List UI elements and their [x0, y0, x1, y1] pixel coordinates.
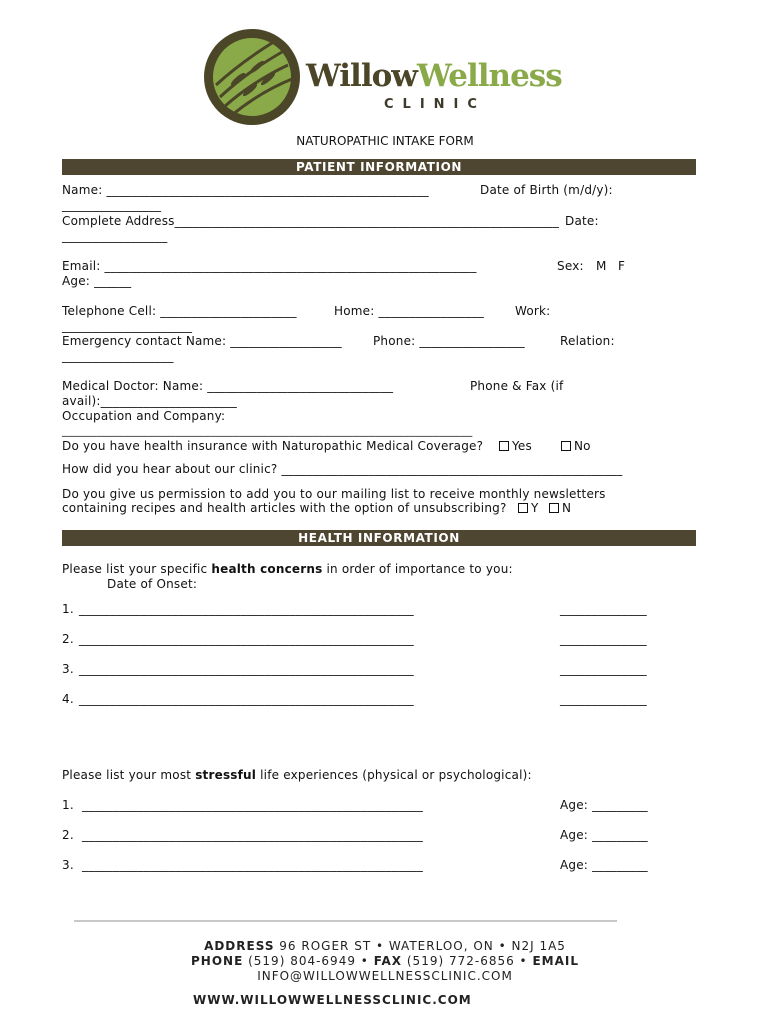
stress-age-field[interactable]: Age: _________ [560, 858, 648, 872]
willow-leaf-icon [202, 27, 302, 127]
occupation-field[interactable]: ________________________________________________________________________ [62, 424, 473, 437]
phone-fax-field[interactable]: avail):______________________ [62, 394, 238, 408]
concern-field[interactable]: ______________________________________________________ [79, 692, 414, 706]
onset-date-field[interactable]: ______________ [560, 602, 647, 616]
stress-age-field[interactable]: Age: _________ [560, 828, 648, 842]
phone-fax-label: Phone & Fax (if [470, 379, 564, 393]
name-field[interactable]: Name: ____________________________________________________ [62, 183, 429, 197]
relation-label: Relation: [560, 334, 615, 348]
onset-date-field[interactable]: ______________ [560, 632, 647, 646]
address-field[interactable]: Complete Address______________________________________________________________ [62, 214, 560, 228]
insurance-yes-option[interactable]: Yes [499, 439, 532, 453]
emergency-phone-field[interactable]: Phone: _________________ [373, 334, 525, 348]
footer-divider [74, 920, 617, 922]
stress-field[interactable]: _______________________________________________________ [82, 828, 423, 842]
relation-field[interactable]: __________________ [62, 349, 174, 363]
mailing-no-option[interactable]: N [549, 501, 571, 515]
work-label: Work: [515, 304, 551, 318]
emergency-contact-field[interactable]: Emergency contact Name: __________________ [62, 334, 342, 348]
health-info-header: HEALTH INFORMATION [62, 530, 696, 546]
referral-field[interactable]: How did you hear about our clinic? _______________________________________________________ [62, 462, 623, 476]
telephone-cell-field[interactable]: Telephone Cell: ______________________ [62, 304, 297, 318]
checkbox-icon[interactable] [549, 503, 559, 513]
brand-clinic: CLINIC [384, 97, 486, 112]
checkbox-icon[interactable] [561, 441, 571, 451]
form-title: NATUROPATHIC INTAKE FORM [296, 134, 474, 148]
sex-label: Sex: [557, 259, 584, 273]
footer-website[interactable]: WWW.WILLOWWELLNESSCLINIC.COM [193, 993, 472, 1007]
occupation-label: Occupation and Company: [62, 409, 226, 423]
concern-field[interactable]: ______________________________________________________ [79, 602, 414, 616]
checkbox-icon[interactable] [499, 441, 509, 451]
footer-contact: PHONE (519) 804-6949 • FAX (519) 772-6856 • EMAIL [191, 954, 579, 968]
work-phone-field[interactable]: _____________________ [62, 319, 193, 333]
stress-field[interactable]: _______________________________________________________ [82, 858, 423, 872]
mailing-yes-option[interactable]: Y [518, 501, 539, 515]
dob-label: Date of Birth (m/d/y): [480, 183, 613, 197]
concern-field[interactable]: ______________________________________________________ [79, 632, 414, 646]
date-label: Date: [565, 214, 599, 228]
age-field[interactable]: Age: ______ [62, 274, 132, 288]
concern-field[interactable]: ______________________________________________________ [79, 662, 414, 676]
patient-info-header: PATIENT INFORMATION [62, 159, 696, 175]
onset-date-field[interactable]: ______________ [560, 662, 647, 676]
dob-field[interactable]: ________________ [62, 198, 162, 212]
insurance-question: Do you have health insurance with Naturopathic Medical Coverage? [62, 439, 484, 453]
brand-word-wellness: Wellness [416, 58, 562, 94]
brand-word-willow: Willow [306, 58, 417, 94]
stress-field[interactable]: _______________________________________________________ [82, 798, 423, 812]
checkbox-icon[interactable] [518, 503, 528, 513]
home-phone-field[interactable]: Home: _________________ [334, 304, 484, 318]
sex-option-m[interactable]: M [596, 259, 607, 273]
insurance-no-option[interactable]: No [561, 439, 591, 453]
footer-address: ADDRESS 96 ROGER ST • WATERLOO, ON • N2J 1A5 [204, 939, 566, 953]
email-field[interactable]: Email: ____________________________________________________________ [62, 259, 477, 273]
sex-option-f[interactable]: F [618, 259, 626, 273]
onset-date-field[interactable]: ______________ [560, 692, 647, 706]
stressful-experiences-prompt: Please list your most stressful life experiences (physical or psychological): [62, 768, 532, 782]
footer-email[interactable]: INFO@WILLOWWELLNESSCLINIC.COM [257, 969, 513, 983]
date-of-onset-label: Date of Onset: [107, 577, 198, 591]
mailing-question-line1: Do you give us permission to add you to our mailing list to receive monthly newsletters [62, 487, 606, 501]
medical-doctor-field[interactable]: Medical Doctor: Name: ______________________________ [62, 379, 394, 393]
health-concerns-prompt: Please list your specific health concerns in order of importance to you: [62, 562, 513, 576]
stress-age-field[interactable]: Age: _________ [560, 798, 648, 812]
date-field[interactable]: _________________ [62, 229, 168, 243]
mailing-question-line2: containing recipes and health articles with the option of unsubscribing? [62, 501, 507, 515]
